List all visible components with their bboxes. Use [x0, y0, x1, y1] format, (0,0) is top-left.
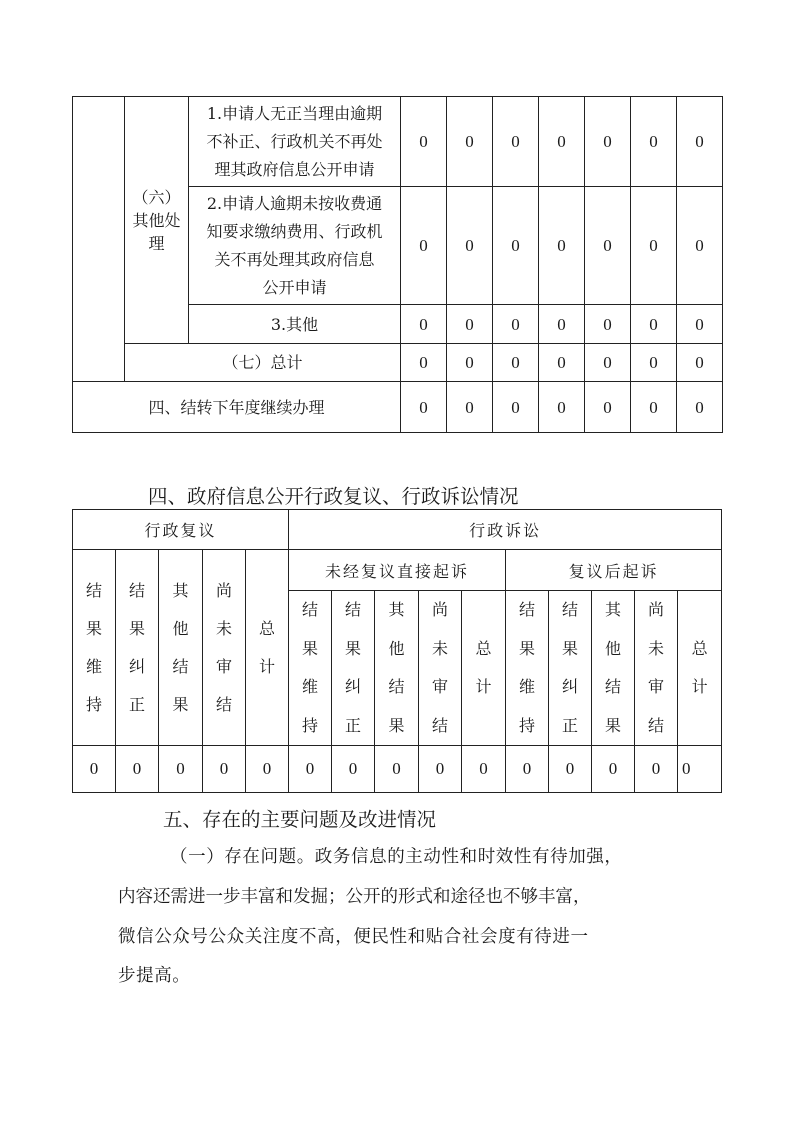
review-litigation-table	[72, 509, 722, 793]
value-cell: 0	[493, 344, 539, 382]
row-label-line: 知要求缴纳费用、行政机	[206, 221, 383, 241]
value-cell: 0	[493, 187, 539, 305]
row-label	[189, 305, 401, 344]
value-cell: 0	[631, 382, 677, 433]
header-char: 未	[648, 638, 665, 658]
header-char: 果	[302, 638, 319, 658]
value-cell: 0	[677, 305, 723, 344]
value-cell: 0	[401, 97, 447, 187]
value-cell: 0	[678, 746, 722, 793]
direct-total-header	[462, 591, 506, 746]
header-char: 持	[85, 694, 102, 714]
header-char: 果	[519, 638, 536, 658]
review-pending-header	[203, 550, 246, 746]
header-char: 纠	[128, 656, 145, 676]
header-char: 尚	[648, 600, 665, 619]
value-cell: 0	[677, 187, 723, 305]
row-label	[189, 97, 401, 187]
header-char: 维	[85, 656, 102, 676]
group-label-line: （六）	[132, 187, 181, 207]
header-char: 结	[85, 580, 102, 600]
header-char: 果	[562, 638, 579, 658]
value-cell: 0	[585, 305, 631, 344]
header-char: 结	[302, 600, 319, 619]
header-char: 他	[605, 638, 622, 658]
after-review-result-corrected-header	[549, 591, 592, 746]
header-char: 结	[388, 677, 405, 696]
header-char: 果	[388, 715, 405, 735]
after-review-total-header	[678, 591, 722, 746]
header-char: 未	[432, 638, 449, 658]
outer-group-cell	[73, 97, 125, 382]
review-result-upheld-header	[73, 550, 116, 746]
review-header: 行政复议	[73, 510, 289, 550]
application-handling-table	[72, 96, 723, 433]
header-char: 审	[648, 677, 665, 696]
row-label-line: 1.申请人无正当理由逾期	[206, 103, 383, 123]
litigation-header: 行政诉讼	[289, 510, 722, 550]
value-cell: 0	[585, 187, 631, 305]
other-handling-group-cell	[125, 97, 189, 344]
value-cell: 0	[73, 746, 116, 793]
table-row	[73, 550, 722, 591]
value-cell: 0	[635, 746, 678, 793]
after-review-other-results-header	[592, 591, 635, 746]
value-cell: 0	[375, 746, 419, 793]
header-char: 其	[388, 600, 405, 619]
header-char: 他	[388, 638, 405, 658]
review-other-results-header	[159, 550, 203, 746]
value-cell: 0	[539, 382, 585, 433]
header-char: 其	[605, 600, 622, 619]
header-char: 纠	[345, 677, 362, 696]
value-cell: 0	[631, 187, 677, 305]
header-char: 总	[475, 638, 492, 658]
group-label-line: 其他处	[132, 210, 181, 230]
direct-result-corrected-header	[332, 591, 375, 746]
value-cell: 0	[493, 382, 539, 433]
header-char: 结	[605, 677, 622, 696]
header-char: 结	[648, 715, 665, 735]
carryover-label: 四、结转下年度继续办理	[73, 382, 401, 433]
header-char: 未	[215, 618, 232, 638]
header-char: 审	[432, 677, 449, 696]
value-cell: 0	[246, 746, 289, 793]
value-cell: 0	[447, 344, 493, 382]
value-cell: 0	[401, 305, 447, 344]
table-row	[73, 97, 723, 187]
review-total-header	[246, 550, 289, 746]
header-char: 结	[519, 600, 536, 619]
after-review-result-upheld-header	[506, 591, 549, 746]
header-char: 总	[259, 618, 276, 638]
value-cell: 0	[585, 382, 631, 433]
paragraph-line: 微信公众号公众关注度不高，便民性和贴合社会度有待进一	[118, 927, 589, 947]
paragraph-line: 内容还需进一步丰富和发掘；公开的形式和途径也不够丰富，	[118, 887, 591, 907]
header-char: 尚	[215, 580, 232, 600]
value-cell: 0	[677, 344, 723, 382]
row-label	[189, 187, 401, 305]
row-label-line: 理其政府信息公开申请	[214, 159, 375, 179]
header-char: 审	[215, 656, 232, 676]
header-char: 计	[475, 677, 492, 696]
header-char: 结	[215, 694, 232, 714]
row-label-line: 公开申请	[262, 277, 327, 297]
value-cell: 0	[401, 344, 447, 382]
paragraph-line: 步提高。	[118, 966, 191, 986]
value-cell: 0	[549, 746, 592, 793]
header-char: 维	[519, 677, 536, 696]
value-cell: 0	[585, 344, 631, 382]
header-char: 果	[605, 715, 622, 735]
value-cell: 0	[447, 305, 493, 344]
row-label-line: 3.其他	[270, 314, 319, 334]
section-heading: 五、存在的主要问题及改进情况	[163, 808, 437, 831]
header-char: 维	[302, 677, 319, 696]
header-char: 结	[562, 600, 579, 619]
value-cell: 0	[539, 97, 585, 187]
header-char: 正	[562, 715, 579, 735]
review-result-corrected-header	[116, 550, 159, 746]
header-char: 持	[302, 715, 319, 735]
value-cell: 0	[539, 344, 585, 382]
value-cell: 0	[677, 97, 723, 187]
header-char: 纠	[562, 677, 579, 696]
value-cell: 0	[493, 305, 539, 344]
value-cell: 0	[289, 746, 332, 793]
header-char: 计	[259, 656, 276, 676]
value-cell: 0	[631, 97, 677, 187]
value-cell: 0	[332, 746, 375, 793]
header-char: 结	[432, 715, 449, 735]
section-heading: 四、政府信息公开行政复议、行政诉讼情况	[148, 485, 519, 508]
header-char: 计	[691, 677, 708, 696]
direct-pending-header	[419, 591, 462, 746]
value-cell: 0	[401, 187, 447, 305]
value-cell: 0	[631, 344, 677, 382]
carryover-row	[73, 382, 723, 433]
header-char: 持	[519, 715, 536, 735]
group-label-line: 理	[148, 233, 165, 253]
header-char: 结	[172, 656, 189, 676]
value-cell: 0	[585, 97, 631, 187]
row-label-line: 不补正、行政机关不再处	[206, 131, 383, 151]
value-cell: 0	[539, 187, 585, 305]
value-cell: 0	[493, 97, 539, 187]
direct-result-upheld-header	[289, 591, 332, 746]
value-cell: 0	[116, 746, 159, 793]
total-label: （七）总计	[125, 344, 401, 382]
after-review-pending-header	[635, 591, 678, 746]
header-char: 果	[85, 618, 102, 638]
value-cell: 0	[203, 746, 246, 793]
header-char: 果	[128, 618, 145, 638]
header-char: 果	[172, 694, 189, 714]
value-cell: 0	[462, 746, 506, 793]
table-row	[73, 510, 722, 550]
row-label-line: 关不再处理其政府信息	[214, 249, 375, 269]
value-cell: 0	[631, 305, 677, 344]
value-cell: 0	[506, 746, 549, 793]
value-cell: 0	[447, 187, 493, 305]
header-char: 总	[691, 638, 708, 658]
header-char: 结	[128, 580, 145, 600]
value-cell: 0	[539, 305, 585, 344]
row-label-line: 2.申请人逾期未按收费通	[206, 193, 383, 213]
total-row	[73, 344, 723, 382]
header-char: 正	[128, 694, 145, 714]
direct-other-results-header	[375, 591, 419, 746]
value-cell: 0	[447, 382, 493, 433]
direct-suit-header: 未经复议直接起诉	[289, 550, 506, 591]
header-char: 他	[172, 618, 189, 638]
value-cell: 0	[592, 746, 635, 793]
values-row	[73, 746, 722, 793]
header-char: 果	[345, 638, 362, 658]
header-char: 结	[345, 600, 362, 619]
after-review-header: 复议后起诉	[506, 550, 722, 591]
value-cell: 0	[419, 746, 462, 793]
value-cell: 0	[677, 382, 723, 433]
header-char: 正	[345, 715, 362, 735]
value-cell: 0	[401, 382, 447, 433]
paragraph-line: （一）存在问题。政务信息的主动性和时效性有待加强，	[170, 847, 623, 867]
value-cell: 0	[159, 746, 203, 793]
header-char: 其	[172, 580, 189, 600]
value-cell: 0	[447, 97, 493, 187]
header-char: 尚	[432, 600, 449, 619]
